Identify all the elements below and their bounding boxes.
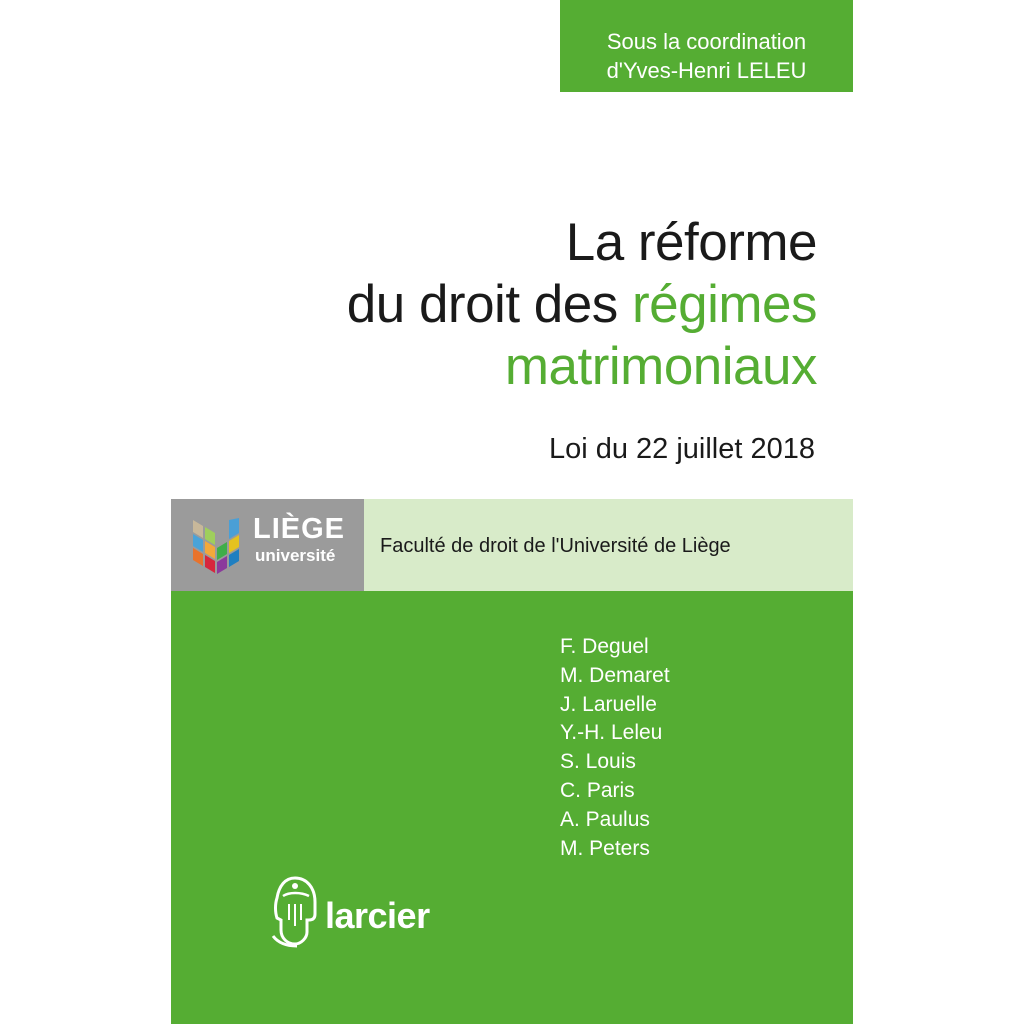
liege-university-logo-icon	[193, 518, 245, 574]
book-title	[347, 212, 817, 398]
book-subtitle: Loi du 22 juillet 2018	[548, 433, 815, 465]
author-item: C. Paris	[560, 778, 635, 802]
author-item: A. Paulus	[560, 807, 650, 831]
author-item: M. Demaret	[560, 663, 670, 687]
publisher-name: larcier	[325, 895, 430, 936]
title-line-1: La réforme	[565, 213, 817, 272]
publisher-logo	[269, 874, 469, 954]
coordination-line-2: d'Yves-Henri LELEU	[606, 58, 807, 83]
university-logo-block	[171, 499, 364, 591]
faculty-block	[364, 499, 853, 591]
university-logo-subtitle: université	[255, 546, 336, 565]
author-item: Y.-H. Leleu	[560, 721, 663, 745]
university-logo-title: LIÈGE	[253, 513, 346, 545]
larcier-helmet-logo-icon	[269, 874, 321, 948]
author-item: S. Louis	[560, 750, 636, 774]
faculty-name: Faculté de droit de l'Université de Liège	[380, 535, 731, 557]
coordination-line-1: Sous la coordination	[606, 29, 807, 54]
university-band	[171, 499, 853, 591]
title-line-2-green: régimes	[631, 275, 817, 334]
title-line-2	[347, 274, 817, 336]
authors-panel	[171, 591, 853, 1024]
title-line-2-dark: du droit des	[346, 275, 618, 334]
authors-list	[560, 633, 670, 863]
author-item: M. Peters	[560, 836, 650, 860]
author-item: F. Deguel	[560, 635, 649, 658]
title-line-3: matrimoniaux	[504, 337, 817, 396]
author-item: J. Laruelle	[560, 692, 657, 716]
coordination-box	[560, 0, 853, 92]
